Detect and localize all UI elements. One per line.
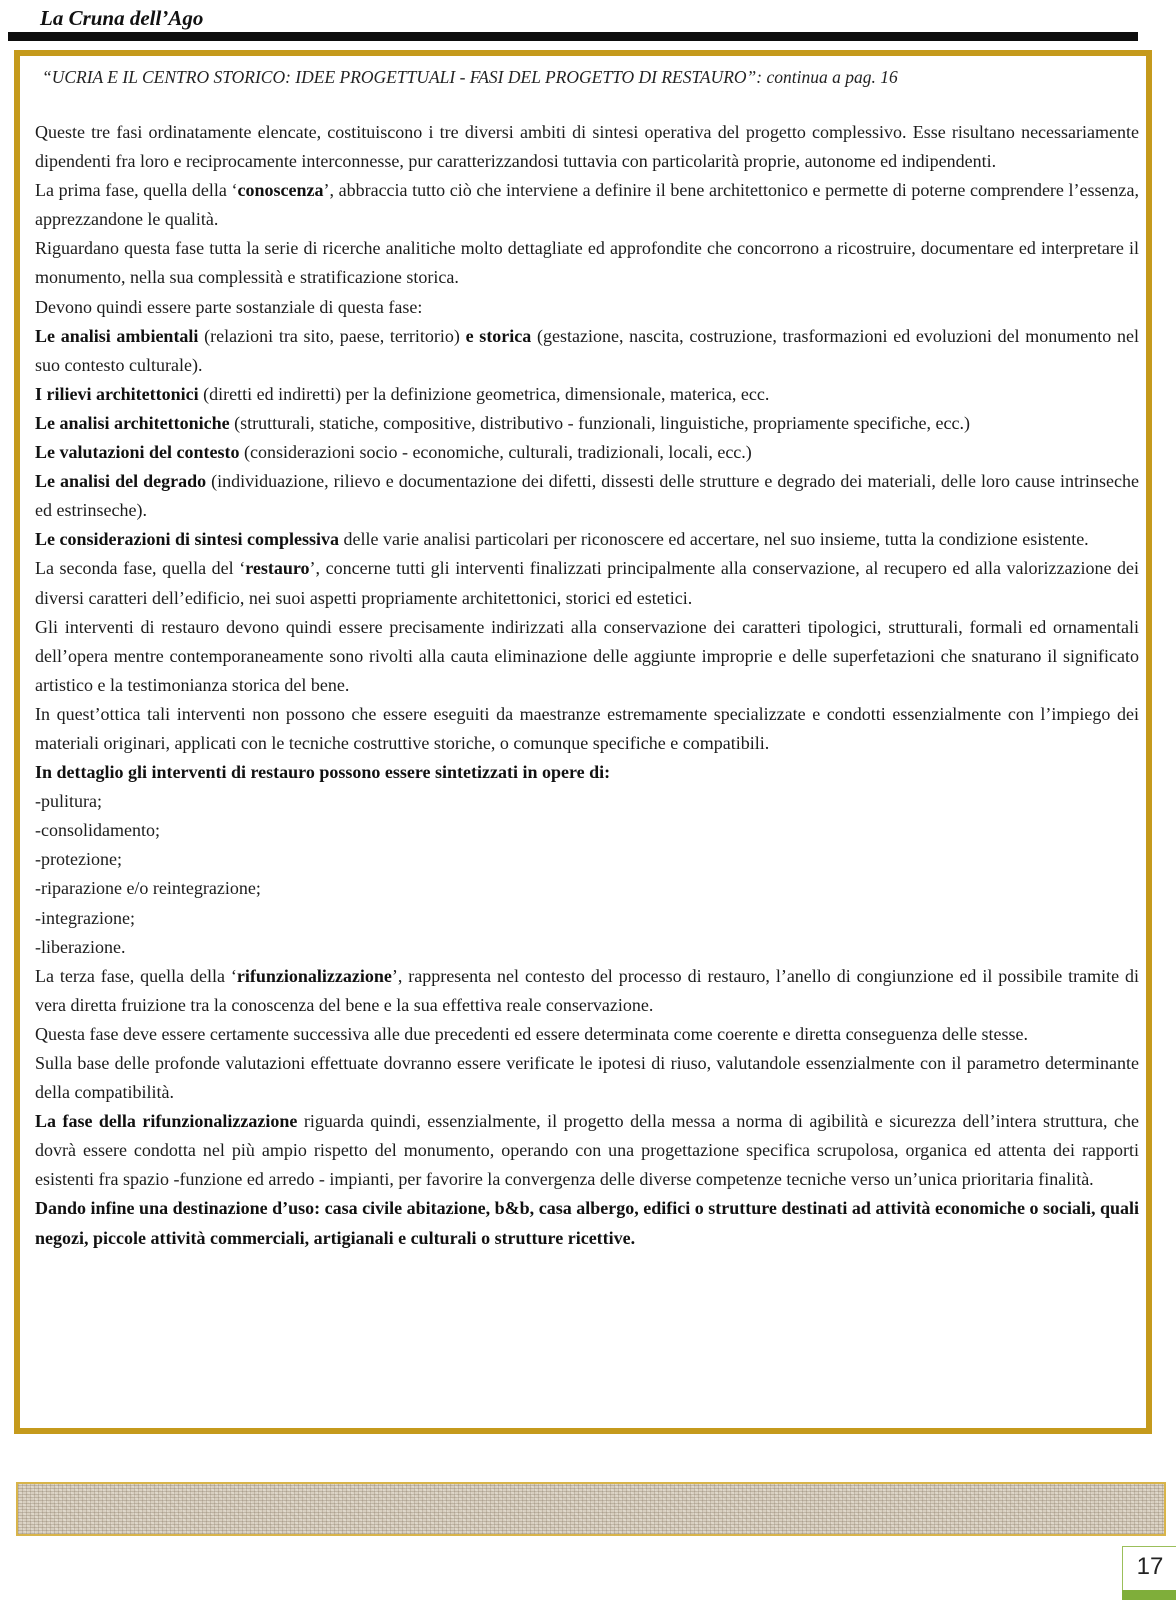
paragraph-parts: Devono quindi essere parte sostanziale di questa fase:	[35, 296, 423, 317]
paragraph-rilievi	[35, 380, 1139, 409]
paragraph-research: Riguardano questa fase tutta la serie di ricerche analitiche molto dettagliate ed approfondite che concorrono a ricostruire, documentare ed interpretare il monumento, nella sua complessità e stratificazione storica.	[35, 238, 1139, 288]
paragraph-third-phase	[35, 962, 1139, 1020]
heading-valutazioni: Le valutazioni del contesto	[35, 442, 240, 463]
list-item: -integrazione;	[35, 907, 135, 928]
text-run: (strutturali, statiche, compositive, distributivo - funzionali, linguistiche, propriamente specifiche, ecc.)	[229, 412, 970, 433]
text-run: delle varie analisi particolari per riconoscere ed accertare, nel suo insieme, tutta la condizione esistente.	[339, 529, 1089, 550]
text-run: riguarda quindi, essenzialmente, il progetto della messa a norma di agibilità e sicurezza dell’intera struttura, che dovrà essere condotta nel più ampio rispetto del monumento, operando con una progettazione specifica scrupolosa, organica ed attenta dei rapporti esistenti fra spazio -funzione ed arredo - impianti, per favorire la convergenza delle diverse competenze tecniche verso un’unica prioritaria finalità.	[35, 1111, 1139, 1190]
text-run: La seconda fase, quella del ‘	[35, 558, 246, 579]
list-item: -pulitura;	[35, 791, 102, 812]
heading-fase-rifunzionalizzazione: La fase della rifunzionalizzazione	[35, 1111, 298, 1132]
paragraph-first-phase	[35, 176, 1139, 234]
heading-sintesi: Le considerazioni di sintesi complessiva	[35, 529, 340, 550]
heading-destinazione: Dando infine una destinazione d’uso: casa civile abitazione, b&b, casa albergo, edifici o strutture destinati ad attività economiche o sociali, quali negozi, piccole attività commerciali, artigianali e culturali o strutture ricettive.	[35, 1198, 1139, 1248]
list-item: -liberazione.	[35, 936, 126, 957]
masthead-rule	[8, 32, 1138, 41]
paragraph-interventi: Gli interventi di restauro devono quindi essere precisamente indirizzati alla conservazione dei caratteri tipologici, strutturali, formali ed ornamentali dell’opera mentre contemporaneamente sono rivolti alla cauta eliminazione delle aggiunte improprie e delle superfetazioni che snaturano il significato artistico e la testimonianza storica del bene.	[35, 616, 1139, 695]
paragraph-ottica: In quest’ottica tali interventi non possono che essere eseguiti da maestranze estremamente specializzate e condotti essenzialmente con l’impiego dei materiali originari, applicati con le tecniche costruttive storiche, o comunque specifiche e compatibili.	[35, 703, 1139, 753]
list-item: -protezione;	[35, 849, 122, 870]
text-run: La prima fase, quella della ‘	[35, 180, 238, 201]
paragraph-sintesi	[35, 525, 1139, 554]
text-run: ’, abbraccia tutto ciò che interviene a definire il bene architettonico e permette di poterne comprendere l’essenza, apprezzandone le qualità.	[35, 180, 1139, 230]
text-run: ’, rappresenta nel contesto del processo di restauro, l’anello di congiunzione ed il possibile tramite di vera diretta fruizione tra la conoscenza del bene e la sua effettiva reale conservazione.	[35, 965, 1139, 1015]
keyword-restauro: restauro	[245, 558, 310, 579]
paragraph-fase-rifunzionalizzazione	[35, 1107, 1139, 1194]
text-run: (individuazione, rilievo e documentazione dei difetti, dissesti delle strutture e degrado dei materiali, delle loro cause intrinseche ed estrinseche).	[35, 471, 1139, 521]
heading-rilievi: I rilievi architettonici	[35, 383, 199, 404]
paragraph-valutazioni	[35, 438, 1139, 467]
article-frame	[14, 50, 1152, 1434]
masthead-title: La Cruna dell’Ago	[40, 6, 204, 30]
paragraph-successiva: Questa fase deve essere certamente successiva alle due precedenti ed essere determinata come coerente e diretta conseguenza delle stesse.	[35, 1023, 1028, 1044]
text-run: ’, concerne tutti gli interventi finalizzati principalmente alla conservazione, al recupero ed alla valorizzazione dei diversi caratteri dell’edificio, nei suoi aspetti propriamente architettonici, storici ed estetici.	[35, 558, 1140, 608]
paragraph-dettaglio	[35, 758, 1139, 787]
text-run: (considerazioni socio - economiche, culturali, tradizionali, locali, ecc.)	[239, 442, 752, 463]
continued-note: “UCRIA E IL CENTRO STORICO: IDEE PROGETTUALI - FASI DEL PROGETTO DI RESTAURO”: continua a pag. 16	[42, 67, 898, 87]
paragraph-second-phase	[35, 554, 1139, 612]
decorative-texture-band	[16, 1482, 1166, 1536]
paragraph-destinazione	[35, 1194, 1139, 1252]
paragraph-analisi-ambientali	[35, 322, 1139, 380]
text-run: (gestazione, nascita, costruzione, trasformazioni ed evoluzioni del monumento nel suo contesto culturale).	[35, 325, 1139, 375]
page-number-accent-bar	[1122, 1590, 1176, 1600]
heading-storica: e storica	[465, 325, 532, 346]
paragraph-intro: Queste tre fasi ordinatamente elencate, costituiscono i tre diversi ambiti di sintesi operativa del progetto complessivo. Esse risultano necessariamente dipendenti fra loro e reciprocamente interconnesse, pur caratterizzandosi tuttavia con particolarità proprie, autonome ed indipendenti.	[35, 122, 1139, 172]
heading-analisi-ambientali: Le analisi ambientali	[35, 325, 199, 346]
paragraph-degrado	[35, 467, 1139, 525]
paragraph-riuso: Sulla base delle profonde valutazioni effettuate dovranno essere verificate le ipotesi di riuso, valutandole essenzialmente con il parametro determinante della compatibilità.	[35, 1053, 1139, 1103]
text-run: (diretti ed indiretti) per la definizione geometrica, dimensionale, materica, ecc.	[198, 383, 770, 404]
keyword-rifunzionalizzazione: rifunzionalizzazione	[236, 965, 392, 986]
article-body	[35, 118, 1139, 1253]
heading-analisi-architettoniche: Le analisi architettoniche	[35, 412, 230, 433]
text-run: (relazioni tra sito, paese, territorio)	[198, 325, 466, 346]
paragraph-analisi-architettoniche	[35, 409, 1139, 438]
heading-degrado: Le analisi del degrado	[35, 471, 207, 492]
list-item: -riparazione e/o reintegrazione;	[35, 878, 261, 899]
keyword-conoscenza: conoscenza	[237, 180, 324, 201]
list-item: -consolidamento;	[35, 820, 160, 841]
heading-dettaglio: In dettaglio gli interventi di restauro possono essere sintetizzati in opere di:	[35, 762, 611, 783]
page-number: 17	[1122, 1546, 1176, 1593]
text-run: La terza fase, quella della ‘	[35, 965, 237, 986]
